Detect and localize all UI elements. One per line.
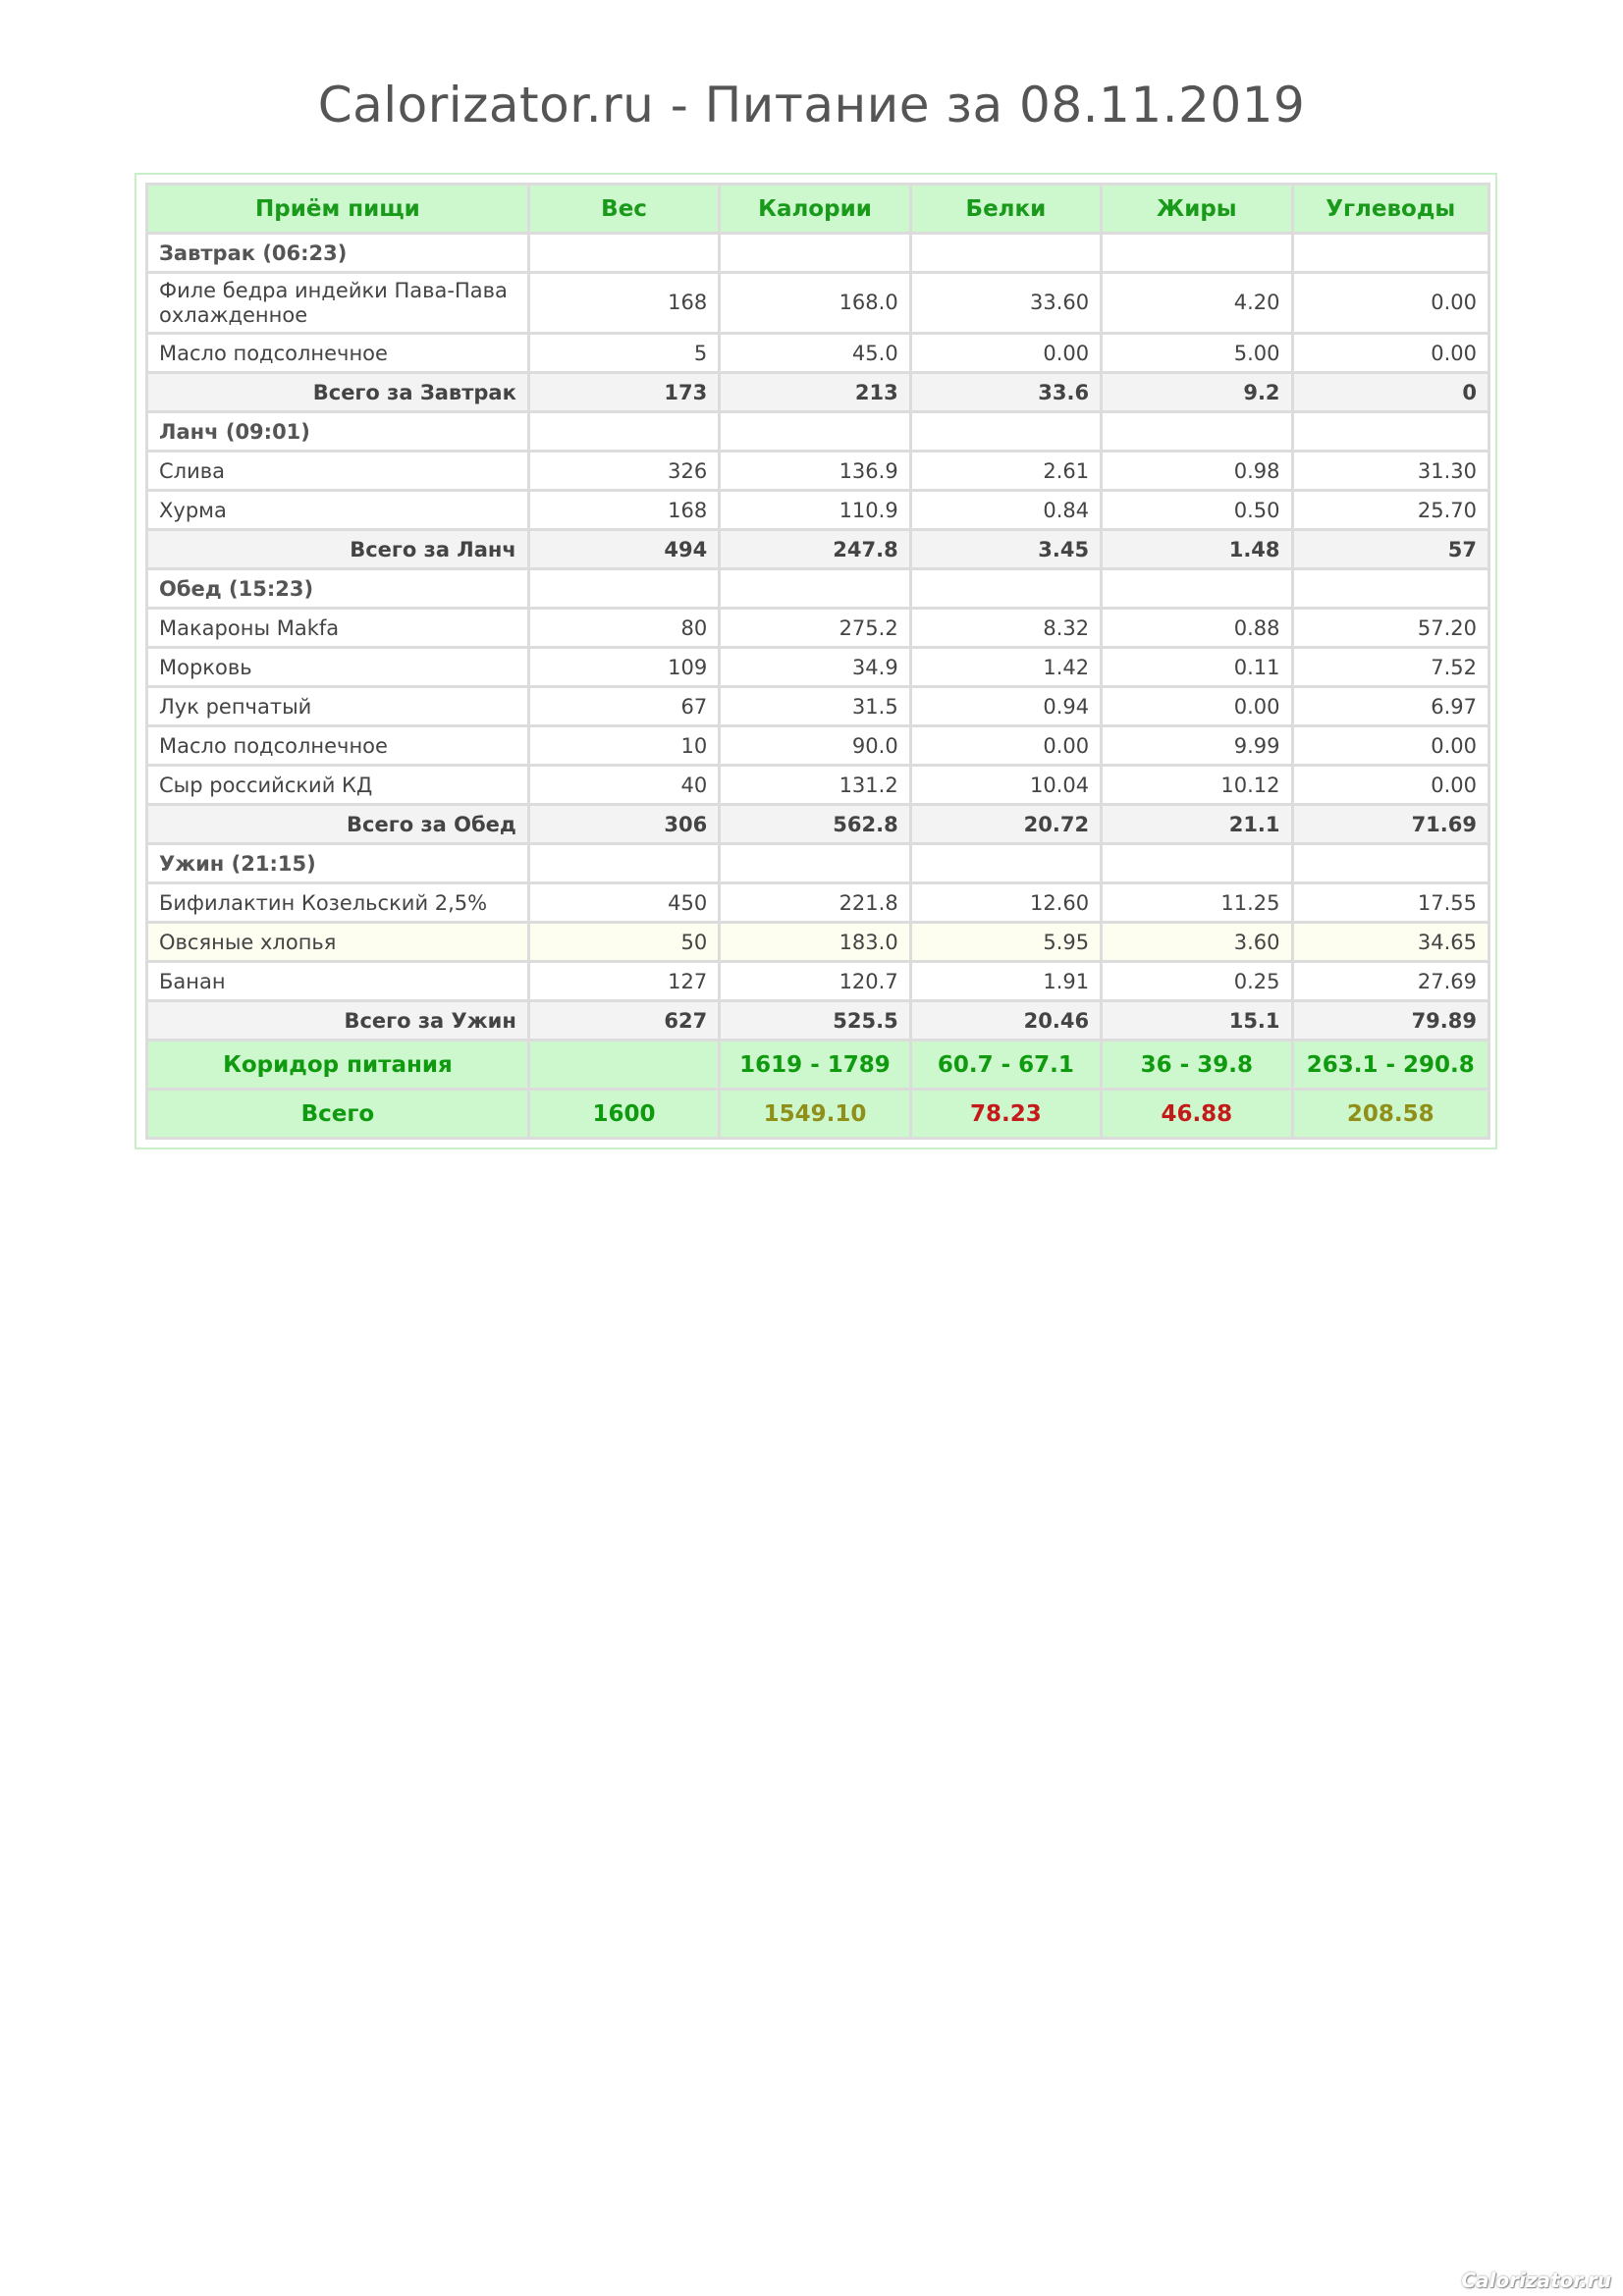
meal-header-row [147,234,1489,273]
food-item-row [147,334,1489,373]
meal-title: Ланч (09:01) [147,412,529,452]
table-header-row [147,185,1489,234]
food-protein: 1.42 [910,648,1101,687]
watermark-logo: Calorizator.ru [1461,2269,1611,2292]
meal-total-fat: 15.1 [1102,1001,1292,1041]
food-item-row [147,273,1489,334]
food-name: Лук репчатый [147,687,529,726]
food-kcal: 168.0 [720,273,910,334]
empty-cell [1292,569,1488,609]
food-protein: 10.04 [910,766,1101,805]
empty-cell [528,234,719,273]
meal-total-label: Всего за Завтрак [147,373,529,412]
meal-total-weight: 494 [528,530,719,569]
food-fat: 0.11 [1102,648,1292,687]
food-name: Хурма [147,491,529,530]
food-item-row [147,923,1489,962]
food-name: Филе бедра индейки Пава-Пава охлажденное [147,273,529,334]
food-kcal: 45.0 [720,334,910,373]
food-fat: 0.88 [1102,609,1292,648]
meal-total-row [147,530,1489,569]
food-weight: 80 [528,609,719,648]
food-name: Банан [147,962,529,1001]
grand-total-fat: 46.88 [1102,1090,1292,1139]
food-fat: 5.00 [1102,334,1292,373]
food-protein: 2.61 [910,452,1101,491]
food-fat: 0.98 [1102,452,1292,491]
food-fat: 10.12 [1102,766,1292,805]
food-carbs: 17.55 [1292,883,1488,923]
nutrition-corridor-row [147,1041,1489,1090]
diary-table-frame [135,173,1497,1149]
food-carbs: 6.97 [1292,687,1488,726]
food-protein: 0.00 [910,726,1101,766]
meal-total-carbs: 57 [1292,530,1488,569]
food-protein: 0.00 [910,334,1101,373]
empty-cell [1292,412,1488,452]
food-name: Масло подсолнечное [147,726,529,766]
food-kcal: 131.2 [720,766,910,805]
empty-cell [910,412,1101,452]
meal-total-row [147,1001,1489,1041]
meal-total-kcal: 525.5 [720,1001,910,1041]
food-weight: 5 [528,334,719,373]
empty-cell [720,844,910,883]
meal-total-fat: 1.48 [1102,530,1292,569]
food-protein: 12.60 [910,883,1101,923]
food-diary-table [145,183,1490,1140]
food-item-row [147,766,1489,805]
meal-total-kcal: 247.8 [720,530,910,569]
meal-header-row [147,412,1489,452]
food-fat: 11.25 [1102,883,1292,923]
food-carbs: 25.70 [1292,491,1488,530]
corridor-carbs: 263.1 - 290.8 [1292,1041,1488,1090]
meal-total-fat: 9.2 [1102,373,1292,412]
food-name: Овсяные хлопья [147,923,529,962]
empty-cell [1102,569,1292,609]
empty-cell [910,234,1101,273]
empty-cell [720,412,910,452]
food-protein: 8.32 [910,609,1101,648]
food-kcal: 221.8 [720,883,910,923]
column-header: Приём пищи [147,185,529,234]
food-item-row [147,687,1489,726]
food-kcal: 136.9 [720,452,910,491]
corridor-fat: 36 - 39.8 [1102,1041,1292,1090]
food-carbs: 31.30 [1292,452,1488,491]
empty-cell [1292,844,1488,883]
grand-total-protein: 78.23 [910,1090,1101,1139]
food-carbs: 27.69 [1292,962,1488,1001]
food-item-row [147,962,1489,1001]
food-carbs: 0.00 [1292,766,1488,805]
grand-total-kcal: 1549.10 [720,1090,910,1139]
meal-total-carbs: 79.89 [1292,1001,1488,1041]
empty-cell [528,844,719,883]
food-fat: 0.00 [1102,687,1292,726]
column-header: Жиры [1102,185,1292,234]
food-item-row [147,491,1489,530]
food-fat: 0.25 [1102,962,1292,1001]
food-kcal: 275.2 [720,609,910,648]
empty-cell [910,844,1101,883]
food-kcal: 90.0 [720,726,910,766]
food-weight: 40 [528,766,719,805]
food-protein: 33.60 [910,273,1101,334]
food-carbs: 0.00 [1292,726,1488,766]
meal-total-fat: 21.1 [1102,805,1292,844]
meal-total-protein: 33.6 [910,373,1101,412]
meal-title: Ужин (21:15) [147,844,529,883]
food-name: Морковь [147,648,529,687]
food-kcal: 183.0 [720,923,910,962]
meal-total-weight: 306 [528,805,719,844]
food-diary-body [147,185,1489,1139]
corridor-weight [528,1041,719,1090]
meal-total-weight: 627 [528,1001,719,1041]
empty-cell [1102,844,1292,883]
food-carbs: 34.65 [1292,923,1488,962]
food-name: Масло подсолнечное [147,334,529,373]
food-weight: 450 [528,883,719,923]
food-weight: 168 [528,273,719,334]
food-item-row [147,648,1489,687]
meal-total-protein: 20.46 [910,1001,1101,1041]
food-weight: 127 [528,962,719,1001]
grand-total-label: Всего [147,1090,529,1139]
food-weight: 109 [528,648,719,687]
meal-title: Завтрак (06:23) [147,234,529,273]
meal-total-row [147,373,1489,412]
grand-total-weight: 1600 [528,1090,719,1139]
food-weight: 67 [528,687,719,726]
food-protein: 5.95 [910,923,1101,962]
column-header: Углеводы [1292,185,1488,234]
food-carbs: 7.52 [1292,648,1488,687]
meal-total-kcal: 562.8 [720,805,910,844]
meal-total-label: Всего за Ужин [147,1001,529,1041]
food-carbs: 0.00 [1292,334,1488,373]
food-weight: 168 [528,491,719,530]
empty-cell [528,569,719,609]
food-protein: 0.84 [910,491,1101,530]
meal-total-weight: 173 [528,373,719,412]
meal-total-carbs: 0 [1292,373,1488,412]
grand-total-row [147,1090,1489,1139]
meal-total-protein: 3.45 [910,530,1101,569]
food-name: Слива [147,452,529,491]
food-item-row [147,452,1489,491]
column-header: Вес [528,185,719,234]
meal-header-row [147,844,1489,883]
food-weight: 50 [528,923,719,962]
empty-cell [1102,412,1292,452]
empty-cell [528,412,719,452]
grand-total-carbs: 208.58 [1292,1090,1488,1139]
food-kcal: 34.9 [720,648,910,687]
food-kcal: 110.9 [720,491,910,530]
empty-cell [1102,234,1292,273]
empty-cell [720,234,910,273]
food-protein: 0.94 [910,687,1101,726]
column-header: Белки [910,185,1101,234]
food-item-row [147,609,1489,648]
food-item-row [147,726,1489,766]
page-title: Calorizator.ru - Питание за 08.11.2019 [317,77,1306,133]
meal-total-protein: 20.72 [910,805,1101,844]
meal-total-kcal: 213 [720,373,910,412]
food-kcal: 31.5 [720,687,910,726]
food-kcal: 120.7 [720,962,910,1001]
empty-cell [1292,234,1488,273]
corridor-protein: 60.7 - 67.1 [910,1041,1101,1090]
food-carbs: 0.00 [1292,273,1488,334]
corridor-kcal: 1619 - 1789 [720,1041,910,1090]
food-name: Бифилактин Козельский 2,5% [147,883,529,923]
food-weight: 326 [528,452,719,491]
food-fat: 4.20 [1102,273,1292,334]
food-carbs: 57.20 [1292,609,1488,648]
food-name: Макароны Makfa [147,609,529,648]
food-protein: 1.91 [910,962,1101,1001]
meal-total-label: Всего за Обед [147,805,529,844]
food-name: Сыр российский КД [147,766,529,805]
food-item-row [147,883,1489,923]
food-fat: 0.50 [1102,491,1292,530]
meal-total-label: Всего за Ланч [147,530,529,569]
empty-cell [720,569,910,609]
food-weight: 10 [528,726,719,766]
food-fat: 3.60 [1102,923,1292,962]
food-fat: 9.99 [1102,726,1292,766]
meal-title: Обед (15:23) [147,569,529,609]
corridor-label: Коридор питания [147,1041,529,1090]
empty-cell [910,569,1101,609]
meal-total-carbs: 71.69 [1292,805,1488,844]
meal-total-row [147,805,1489,844]
column-header: Калории [720,185,910,234]
meal-header-row [147,569,1489,609]
